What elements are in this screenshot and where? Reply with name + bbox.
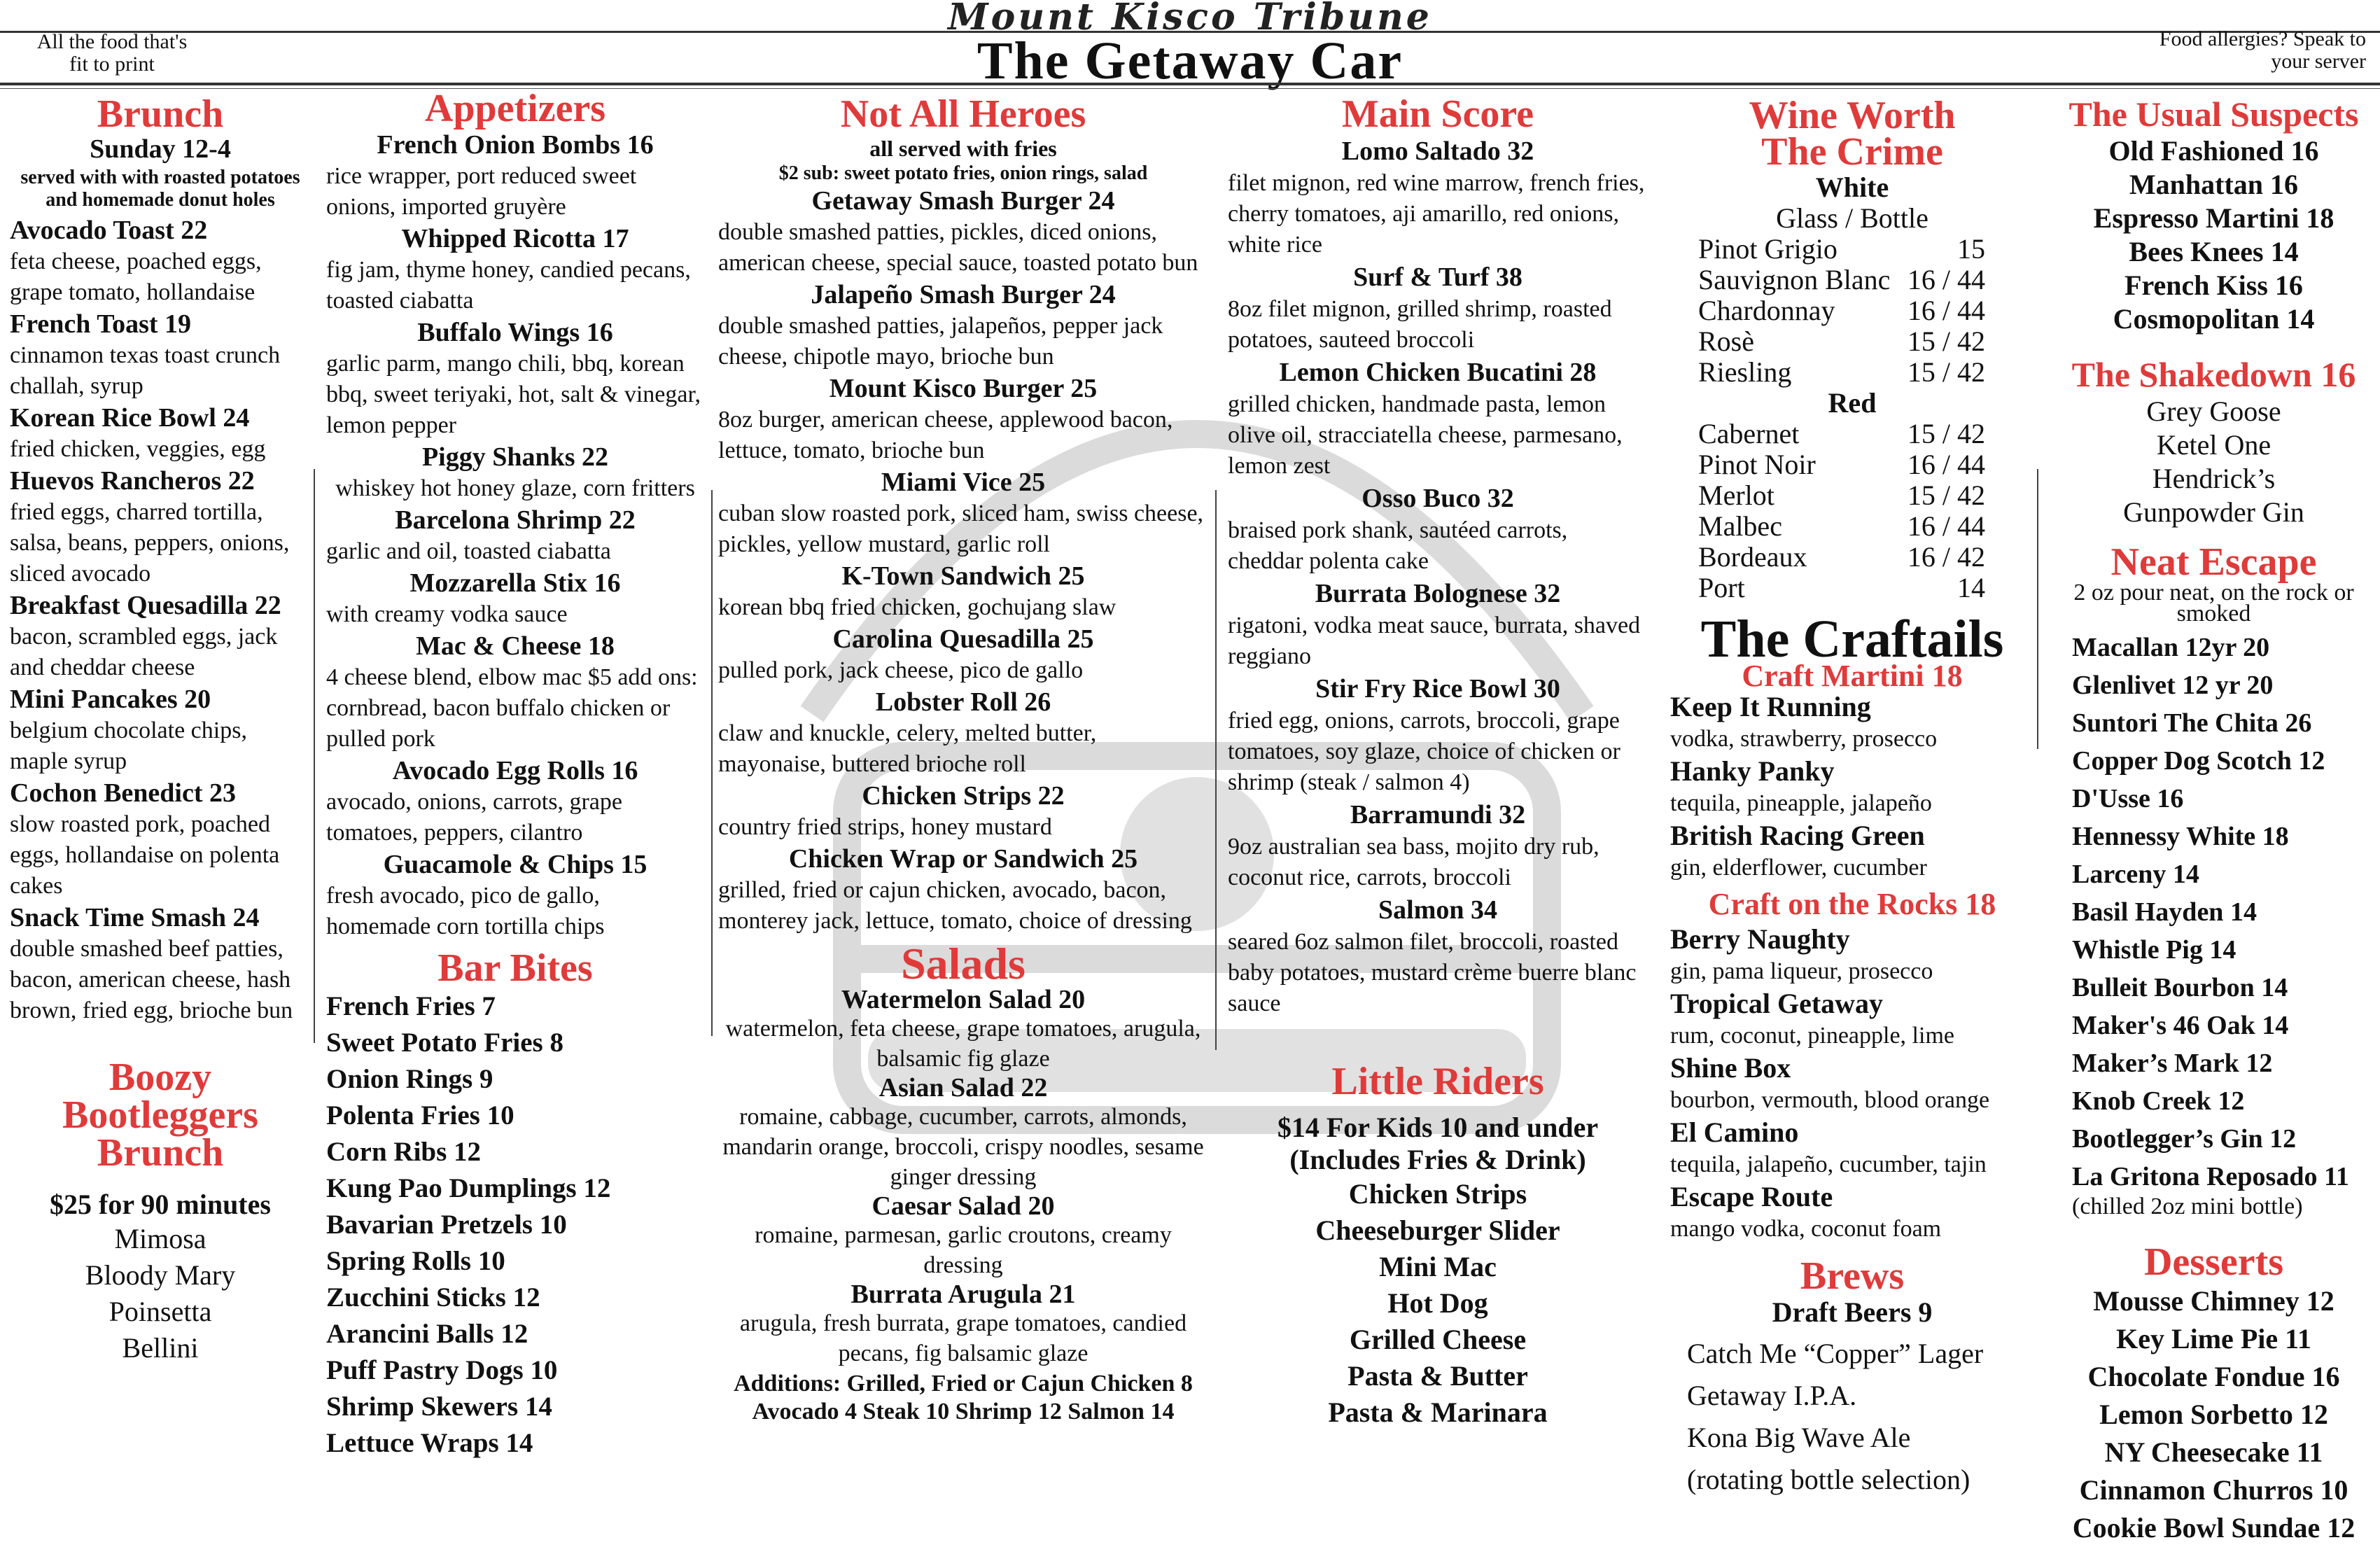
wine-price: 16 / 44 bbox=[1907, 264, 1985, 295]
boozy-item: Bellini bbox=[122, 1332, 199, 1364]
dessert-item: Key Lime Pie 11 bbox=[2116, 1323, 2311, 1354]
tagline-right: Food allergies? Speak to your server bbox=[2159, 27, 2366, 73]
brunch-time: Sunday 12-4 bbox=[90, 134, 231, 164]
menu-item-desc: fried eggs, charred tortilla, salsa, beans, peppers, onions, sliced avocado bbox=[10, 499, 290, 587]
menu-item-name: Lomo Saltado 32 bbox=[1341, 136, 1534, 166]
appetizer-items bbox=[326, 129, 704, 942]
menu-item-name: Avocado Egg Rolls 16 bbox=[392, 756, 638, 785]
wine-name: Port bbox=[1698, 572, 1745, 603]
menu-item-desc: braised pork shank, sautéed carrots, cheddar polenta cake bbox=[1228, 517, 1568, 574]
menu-item-desc: cuban slow roasted pork, sliced ham, swiss cheese, pickles, yellow mustard, garlic roll bbox=[718, 500, 1204, 557]
wine-red: Red bbox=[1828, 387, 1877, 419]
wine-price: 14 bbox=[1957, 572, 1985, 603]
neat-item: Maker’s Mark 12 bbox=[2072, 1049, 2273, 1078]
wine-row bbox=[1698, 357, 1985, 388]
neat-item: D'Usse 16 bbox=[2072, 784, 2184, 813]
wine-name: Chardonnay bbox=[1698, 295, 1835, 326]
boozy-item: Poinsetta bbox=[108, 1296, 212, 1327]
wine-price: 15 / 42 bbox=[1907, 479, 1985, 511]
riders-note: (Includes Fries & Drink) bbox=[1289, 1144, 1586, 1175]
beer-item: Kona Big Wave Ale bbox=[1687, 1422, 1911, 1453]
red-wine-list bbox=[1670, 419, 2034, 603]
shakedown-item: Ketel One bbox=[2156, 429, 2272, 461]
menu-item-name: Asian Salad 22 bbox=[878, 1073, 1048, 1102]
menu-item-desc: romaine, cabbage, cucumber, carrots, almonds, mandarin orange, broccoli, crispy noodles, sesame ginger dressing bbox=[722, 1104, 1204, 1190]
neat-items bbox=[2051, 629, 2376, 1196]
cocktail-item: Manhattan 16 bbox=[2129, 169, 2299, 200]
suspect-items bbox=[2051, 134, 2376, 336]
wine-name: Cabernet bbox=[1698, 418, 1800, 449]
section-heading: Brunch bbox=[97, 92, 224, 136]
bar-bites-items bbox=[326, 988, 704, 1462]
bar-bite-item: Polenta Fries 10 bbox=[326, 1100, 514, 1130]
neat-item: Glenlivet 12 yr 20 bbox=[2072, 671, 2274, 700]
wine-row bbox=[1698, 542, 1985, 573]
menu-item-desc: 4 cheese blend, elbow mac $5 add ons: cornbread, bacon buffalo chicken or pulled pork bbox=[326, 664, 698, 752]
menu-item-desc: garlic and oil, toasted ciabatta bbox=[326, 538, 611, 564]
menu-item-desc: gin, elderflower, cucumber bbox=[1670, 855, 1927, 881]
menu-item-name: Lobster Roll 26 bbox=[875, 687, 1051, 717]
menu-item-desc: grilled chicken, handmade pasta, lemon olive oil, stracciatella cheese, parmesano, lemon zest bbox=[1228, 391, 1623, 479]
section-heading: Salads bbox=[901, 939, 1026, 988]
menu-item-name: Buffalo Wings 16 bbox=[417, 318, 613, 347]
menu-item-desc: rice wrapper, port reduced sweet onions, imported gruyère bbox=[326, 163, 637, 220]
menu-item-desc: arugula, fresh burrata, grape tomatoes, candied pecans, fig balsamic glaze bbox=[739, 1310, 1187, 1366]
menu-item-name: Burrata Arugula 21 bbox=[850, 1280, 1076, 1309]
section-heading: The Shakedown 16 bbox=[2071, 355, 2356, 394]
main-items bbox=[1228, 134, 1648, 1019]
wine-white: White bbox=[1815, 172, 1889, 203]
wine-price: 15 bbox=[1957, 233, 1985, 265]
rider-item: Cheeseburger Slider bbox=[1315, 1214, 1560, 1246]
menu-item-desc: bourbon, vermouth, blood orange bbox=[1670, 1087, 1990, 1113]
section-heading: Bar Bites bbox=[438, 946, 593, 990]
wine-glass-bottle: Glass / Bottle bbox=[1776, 202, 1928, 234]
menu-item-name: Whipped Ricotta 17 bbox=[401, 224, 629, 253]
bar-bite-item: Kung Pao Dumplings 12 bbox=[326, 1173, 611, 1203]
appetizers-section bbox=[326, 87, 704, 1462]
main-section bbox=[1228, 91, 1648, 1431]
heroes-section bbox=[718, 91, 1208, 1426]
section-heading: Craft Martini 18 bbox=[1742, 659, 1963, 693]
shakedown-items bbox=[2051, 395, 2376, 529]
section-heading: Wine Worth bbox=[1749, 94, 1956, 137]
menu-item-name: Cochon Benedict 23 bbox=[10, 778, 236, 808]
wine-name: Pinot Noir bbox=[1698, 449, 1816, 480]
menu-item-name: Keep It Running bbox=[1670, 691, 1871, 722]
menu-item-name: El Camino bbox=[1670, 1116, 1799, 1148]
rider-item: Grilled Cheese bbox=[1349, 1324, 1527, 1355]
menu-item-desc: vodka, strawberry, prosecco bbox=[1670, 726, 1938, 752]
bar-bite-item: Sweet Potato Fries 8 bbox=[326, 1028, 564, 1058]
drinks-section bbox=[1670, 91, 2034, 1501]
wine-name: Sauvignon Blanc bbox=[1698, 264, 1891, 295]
menu-item-name: Stir Fry Rice Bowl 30 bbox=[1315, 674, 1560, 704]
wine-price: 16 / 44 bbox=[1907, 295, 1985, 326]
neat-item: Bootlegger’s Gin 12 bbox=[2072, 1124, 2297, 1154]
neat-item: Bulleit Bourbon 14 bbox=[2072, 973, 2288, 1002]
bar-bite-item: French Fries 7 bbox=[326, 991, 496, 1021]
menu-item-desc: slow roasted pork, poached eggs, hollandaise on polenta cakes bbox=[10, 811, 280, 899]
additions-label: Additions bbox=[734, 1371, 833, 1396]
salad-items bbox=[718, 986, 1208, 1368]
menu-item-name: Avocado Toast 22 bbox=[10, 216, 208, 245]
wine-name: Malbec bbox=[1698, 510, 1782, 542]
menu-item-desc: belgium chocolate chips, maple syrup bbox=[10, 718, 247, 774]
neat-item: Maker's 46 Oak 14 bbox=[2072, 1011, 2289, 1040]
menu-item-desc: mango vodka, coconut foam bbox=[1670, 1216, 1942, 1242]
menu-item-desc: fried chicken, veggies, egg bbox=[10, 436, 266, 462]
white-wine-list bbox=[1670, 234, 2034, 388]
menu-item-name: K-Town Sandwich 25 bbox=[841, 561, 1085, 591]
bar-bite-item: Puff Pastry Dogs 10 bbox=[326, 1355, 558, 1385]
menu-item-name: Chicken Strips 22 bbox=[862, 781, 1065, 811]
wine-name: Pinot Grigio bbox=[1698, 233, 1837, 265]
dessert-item: Cinnamon Churros 10 bbox=[2079, 1474, 2348, 1506]
menu-item-desc: fresh avocado, pico de gallo, homemade corn tortilla chips bbox=[326, 883, 605, 939]
salad-additions-prices: Avocado 4 Steak 10 Shrimp 12 Salmon 14 bbox=[752, 1399, 1175, 1424]
neat-item: Knob Creek 12 bbox=[2072, 1086, 2245, 1116]
rider-item: Pasta & Marinara bbox=[1328, 1396, 1548, 1428]
bar-bite-item: Lettuce Wraps 14 bbox=[326, 1428, 533, 1458]
menu-item-name: Berry Naughty bbox=[1670, 923, 1850, 955]
dessert-item: Mousse Chimney 12 bbox=[2093, 1285, 2334, 1317]
wine-row bbox=[1698, 573, 1985, 603]
heroes-sub: $2 sub: sweet potato fries, onion rings, salad bbox=[778, 162, 1148, 184]
wine-price: 16 / 44 bbox=[1907, 449, 1985, 480]
menu-item-desc: avocado, onions, carrots, grape tomatoes, peppers, cilantro bbox=[326, 789, 622, 846]
menu-item-name: Getaway Smash Burger 24 bbox=[811, 186, 1115, 216]
tagline-left: All the food that's fit to print bbox=[36, 30, 188, 76]
menu-item-desc: 8oz burger, american cheese, applewood bacon, lettuce, tomato, brioche bun bbox=[718, 407, 1173, 463]
draft-beers: Draft Beers 9 bbox=[1772, 1296, 1933, 1328]
menu-item-desc: claw and knuckle, celery, melted butter, mayonaise, buttered brioche roll bbox=[718, 720, 1097, 777]
menu-item-name: Hanky Panky bbox=[1670, 755, 1835, 787]
menu-item-name: Caesar Salad 20 bbox=[872, 1191, 1055, 1221]
menu-item-name: Mac & Cheese 18 bbox=[416, 631, 615, 661]
menu-item-name: French Onion Bombs 16 bbox=[377, 130, 654, 160]
menu-item-desc: rum, coconut, pineapple, lime bbox=[1670, 1023, 1954, 1049]
beer-list bbox=[1670, 1333, 2034, 1501]
menu-item-desc: grilled, fried or cajun chicken, avocado, bacon, monterey jack, lettuce, tomato, choice of dressing bbox=[718, 877, 1192, 934]
boozy-price: $25 for 90 minutes bbox=[50, 1189, 271, 1220]
rider-item: Hot Dog bbox=[1387, 1287, 1488, 1319]
beer-item: (rotating bottle selection) bbox=[1687, 1464, 1970, 1495]
menu-item-desc: rigatoni, vodka meat sauce, burrata, shaved reggiano bbox=[1228, 612, 1641, 669]
menu-item-name: Mozzarella Stix 16 bbox=[410, 568, 621, 598]
menu-item-desc: 9oz australian sea bass, mojito dry rub, coconut rice, carrots, broccoli bbox=[1228, 834, 1600, 890]
boozy-items bbox=[10, 1221, 311, 1366]
bar-bite-item: Corn Ribs 12 bbox=[326, 1137, 482, 1167]
section-heading: Not All Heroes bbox=[840, 92, 1086, 136]
menu-item-name: Piggy Shanks 22 bbox=[421, 442, 609, 472]
neat-item: Suntori The Chita 26 bbox=[2072, 708, 2312, 738]
bar-bite-item: Bavarian Pretzels 10 bbox=[326, 1210, 567, 1240]
shakedown-item: Gunpowder Gin bbox=[2123, 496, 2304, 528]
rider-item: Mini Mac bbox=[1379, 1251, 1497, 1282]
rider-item: Pasta & Butter bbox=[1348, 1360, 1528, 1392]
wine-price: 15 / 42 bbox=[1907, 326, 1985, 357]
riders-price: $14 For Kids 10 and under bbox=[1277, 1112, 1599, 1143]
menu-item-name: Osso Buco 32 bbox=[1362, 484, 1514, 513]
section-heading: The Usual Suspects bbox=[2068, 94, 2359, 134]
shakedown-item: Grey Goose bbox=[2146, 396, 2281, 427]
salad-additions bbox=[718, 1370, 1208, 1398]
menu-item-desc: whiskey hot honey glaze, corn fritters bbox=[335, 475, 695, 501]
column-divider bbox=[711, 490, 713, 1036]
menu-item-desc: double smashed patties, jalapeños, pepper jack cheese, chipotle mayo, brioche bun bbox=[718, 313, 1163, 370]
section-heading: Brews bbox=[1800, 1254, 1905, 1298]
header-rule bbox=[0, 83, 2380, 85]
dessert-item: Chocolate Fondue 16 bbox=[2087, 1361, 2340, 1392]
menu-item-desc: double smashed beef patties, bacon, american cheese, hash brown, fried egg, brioche bun bbox=[10, 936, 293, 1023]
menu-item-desc: gin, pama liqueur, prosecco bbox=[1670, 958, 1933, 984]
cocktail-item: Espresso Martini 18 bbox=[2093, 202, 2334, 234]
additions-text: : Grilled, Fried or Cajun Chicken 8 bbox=[832, 1371, 1193, 1396]
menu-item-desc: cinnamon texas toast crunch challah, syrup bbox=[10, 342, 281, 399]
cocktail-item: Bees Knees 14 bbox=[2129, 236, 2299, 267]
menu-item-name: French Toast 19 bbox=[10, 309, 192, 339]
rider-items bbox=[1228, 1176, 1648, 1431]
menu-item-desc: korean bbq fried chicken, gochujang slaw bbox=[718, 594, 1116, 620]
neat-item: Whistle Pig 14 bbox=[2072, 935, 2236, 965]
craftails-heading: The Craftails bbox=[1700, 610, 2004, 668]
beer-item: Getaway I.P.A. bbox=[1687, 1380, 1857, 1411]
section-heading: Craft on the Rocks 18 bbox=[1708, 887, 1996, 921]
menu-item-desc: seared 6oz salmon filet, broccoli, roasted baby potatoes, mustard crème buerre blanc sauce bbox=[1228, 929, 1637, 1016]
dessert-items bbox=[2051, 1282, 2376, 1547]
menu-item-desc: romaine, parmesan, garlic croutons, creamy dressing bbox=[755, 1222, 1172, 1278]
wine-row bbox=[1698, 265, 1985, 295]
menu-item-name: Burrata Bolognese 32 bbox=[1315, 579, 1561, 608]
dessert-item: Lemon Sorbetto 12 bbox=[2099, 1399, 2328, 1430]
menu-item-name: Jalapeño Smash Burger 24 bbox=[811, 280, 1116, 309]
section-heading: Neat Escape bbox=[2110, 540, 2317, 584]
menu-item-name: Surf & Turf 38 bbox=[1353, 262, 1522, 292]
menu-item-name: Chicken Wrap or Sandwich 25 bbox=[788, 844, 1138, 874]
wine-name: Riesling bbox=[1698, 356, 1792, 388]
menu-item-name: Watermelon Salad 20 bbox=[841, 985, 1086, 1014]
menu-item-name: Mini Pancakes 20 bbox=[10, 685, 211, 714]
menu-item-desc: tequila, pineapple, jalapeño bbox=[1670, 790, 1932, 816]
masthead: Mount Kisco Tribune bbox=[948, 0, 1432, 38]
menu-item-name: Tropical Getaway bbox=[1670, 988, 1884, 1019]
menu-item-name: Barcelona Shrimp 22 bbox=[395, 505, 636, 535]
menu-item-name: Mount Kisco Burger 25 bbox=[829, 374, 1098, 403]
neat-item: Macallan 12yr 20 bbox=[2072, 633, 2270, 662]
wine-row bbox=[1698, 419, 1985, 449]
menu-item-desc: watermelon, feta cheese, grape tomatoes, arugula, balsamic fig glaze bbox=[725, 1016, 1201, 1072]
shakedown-item: Hendrick’s bbox=[2152, 463, 2276, 494]
neat-note: 2 oz pour neat, on the rock or smoked bbox=[2073, 580, 2354, 626]
column-divider bbox=[314, 469, 315, 1043]
cocktail-item: Old Fashioned 16 bbox=[2108, 135, 2319, 167]
wine-name: Merlot bbox=[1698, 479, 1774, 511]
wine-price: 15 / 42 bbox=[1907, 418, 1985, 449]
menu-item-desc: with creamy vodka sauce bbox=[326, 601, 568, 627]
wine-row bbox=[1698, 295, 1985, 326]
dessert-item: NY Cheesecake 11 bbox=[2104, 1436, 2323, 1468]
page-title: The Getaway Car bbox=[976, 31, 1404, 90]
bar-bite-item: Spring Rolls 10 bbox=[326, 1246, 505, 1276]
menu-item-desc: fried egg, onions, carrots, broccoli, grape tomatoes, soy glaze, choice of chicken or shrimp (steak / salmon 4) bbox=[1228, 708, 1620, 795]
cocktails-section bbox=[2051, 91, 2376, 1547]
section-heading: Boozy Bootleggers Brunch bbox=[62, 1056, 258, 1175]
hero-items bbox=[718, 185, 1208, 937]
neat-item: La Gritona Reposado 11 bbox=[2072, 1162, 2349, 1191]
wine-name: Rosè bbox=[1698, 326, 1754, 357]
menu-item-name: Korean Rice Bowl 24 bbox=[10, 403, 250, 433]
neat-item: Larceny 14 bbox=[2072, 860, 2199, 889]
menu-item-desc: feta cheese, poached eggs, grape tomato, hollandaise bbox=[10, 248, 262, 305]
rocks-items bbox=[1670, 923, 2034, 1245]
section-heading: Desserts bbox=[2143, 1240, 2284, 1284]
bar-bite-item: Shrimp Skewers 14 bbox=[326, 1392, 552, 1422]
header bbox=[0, 0, 2380, 90]
wine-row bbox=[1698, 449, 1985, 480]
menu-item-desc: country fried strips, honey mustard bbox=[718, 814, 1052, 840]
bar-bite-item: Zucchini Sticks 12 bbox=[326, 1282, 540, 1312]
menu-item-name: British Racing Green bbox=[1670, 820, 1925, 851]
menu-item-desc: tequila, jalapeño, cucumber, tajin bbox=[1670, 1152, 1987, 1177]
neat-item: Hennessy White 18 bbox=[2072, 822, 2289, 851]
menu-item-name: Snack Time Smash 24 bbox=[10, 903, 260, 932]
menu-item-desc: fig jam, thyme honey, candied pecans, toasted ciabatta bbox=[326, 257, 691, 314]
bar-bite-item: Arancini Balls 12 bbox=[326, 1319, 528, 1349]
neat-foot: (chilled 2oz mini bottle) bbox=[2072, 1194, 2303, 1219]
menu-item-desc: filet mignon, red wine marrow, french fries, cherry tomatoes, aji amarillo, red onions, white rice bbox=[1228, 170, 1645, 258]
menu-item-name: Carolina Quesadilla 25 bbox=[832, 624, 1094, 654]
menu-item-name: Breakfast Quesadilla 22 bbox=[10, 591, 281, 620]
wine-row bbox=[1698, 326, 1985, 357]
wine-name: Bordeaux bbox=[1698, 541, 1807, 573]
boozy-item: Bloody Mary bbox=[85, 1259, 236, 1291]
menu-item-desc: bacon, scrambled eggs, jack and cheddar cheese bbox=[10, 624, 278, 680]
martini-items bbox=[1670, 690, 2034, 883]
column-divider bbox=[2037, 469, 2038, 749]
menu-item-name: Huevos Rancheros 22 bbox=[10, 466, 255, 496]
wine-row bbox=[1698, 480, 1985, 511]
wine-price: 16 / 42 bbox=[1907, 541, 1985, 573]
heroes-note: all served with fries bbox=[869, 136, 1057, 161]
wine-row bbox=[1698, 511, 1985, 542]
menu-item-desc: pulled pork, jack cheese, pico de gallo bbox=[718, 657, 1084, 683]
menu-item-desc: garlic parm, mango chili, bbq, korean bbq, sweet teriyaki, hot, salt & vinegar, lemon pepper bbox=[326, 351, 701, 438]
dessert-item: Cookie Bowl Sundae 12 bbox=[2072, 1512, 2356, 1544]
cocktail-item: French Kiss 16 bbox=[2124, 270, 2303, 301]
menu-item-name: Barramundi 32 bbox=[1350, 800, 1526, 830]
menu-item-name: Salmon 34 bbox=[1378, 895, 1497, 925]
menu-item-desc: double smashed patties, pickles, diced onions, american cheese, special sauce, toasted potato bun bbox=[718, 219, 1198, 276]
neat-item: Basil Hayden 14 bbox=[2072, 897, 2257, 927]
menu-item-name: Shine Box bbox=[1670, 1052, 1791, 1084]
brunch-items bbox=[10, 214, 311, 1026]
bar-bite-item: Onion Rings 9 bbox=[326, 1064, 493, 1094]
brunch-section bbox=[10, 91, 311, 1366]
menu-item-name: Escape Route bbox=[1670, 1181, 1833, 1212]
rider-item: Chicken Strips bbox=[1348, 1178, 1527, 1210]
section-heading: Little Riders bbox=[1331, 1060, 1544, 1103]
section-heading: Main Score bbox=[1341, 92, 1534, 136]
section-heading: The Crime bbox=[1761, 130, 1943, 174]
menu-item-name: Lemon Chicken Bucatini 28 bbox=[1279, 358, 1597, 387]
beer-item: Catch Me “Copper” Lager bbox=[1687, 1338, 1984, 1369]
neat-item: Copper Dog Scotch 12 bbox=[2072, 746, 2325, 776]
menu-item-desc: 8oz filet mignon, grilled shrimp, roasted potatoes, sauteed broccoli bbox=[1228, 296, 1612, 353]
wine-price: 16 / 44 bbox=[1907, 510, 1985, 542]
wine-price: 15 / 42 bbox=[1907, 356, 1985, 388]
menu-item-name: Miami Vice 25 bbox=[881, 468, 1046, 497]
brunch-note: served with with roasted potatoes and homemade donut holes bbox=[20, 167, 300, 211]
column-divider bbox=[1215, 490, 1217, 1050]
cocktail-item: Cosmopolitan 14 bbox=[2113, 303, 2315, 335]
wine-row bbox=[1698, 234, 1985, 265]
section-heading: Appetizers bbox=[424, 87, 606, 130]
menu-item-name: Guacamole & Chips 15 bbox=[383, 850, 648, 879]
boozy-item: Mimosa bbox=[114, 1223, 206, 1254]
